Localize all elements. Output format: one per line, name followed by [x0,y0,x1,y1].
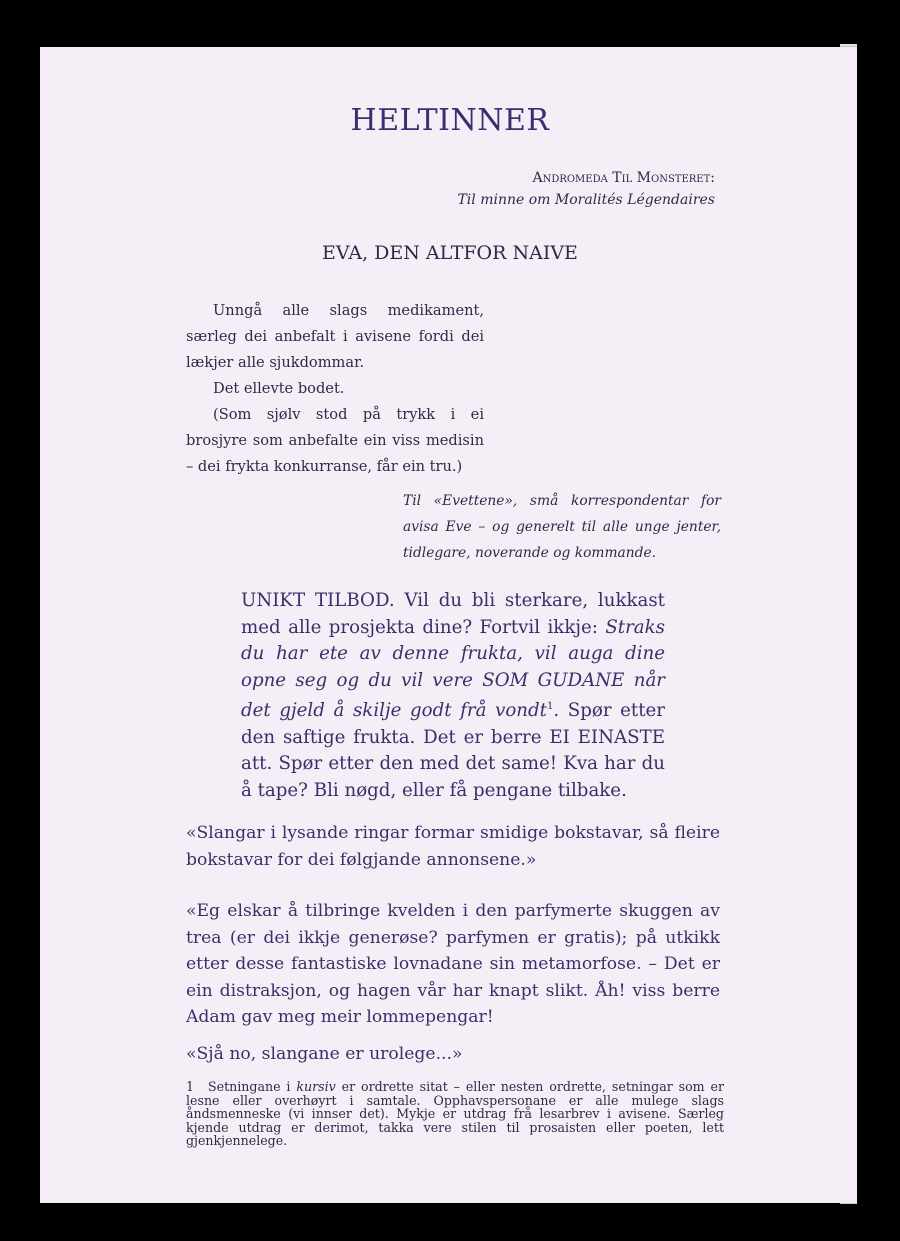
right-dedication-text: Til «Evettene», små korrespondentar for avisa Eve – og generelt til alle unge jenter, tidlegare, noverande og kommande. [403,493,721,561]
footnote [186,1080,724,1148]
dedication-heading: Andromeda Til Monsteret: [532,170,715,186]
footnote-text-end: er ordrette sitat – eller nesten ordrette, setningar som er lesne eller overhøyrt i samtale. Opphavspersonane er alle mulege slags åndsmenneske (vi innser det). Mykje er utdrag frå lesarbrev i avisene. Særleg kjende utdrag er derimot, takka vere stilen til prosaisten eller poeten, lett gjenkjennelege. [186,1079,724,1148]
dedication-subheading: Til minne om Moralités Légendaires [457,192,715,208]
footnote-number: 1 [186,1079,195,1094]
column-paragraph-3: (Som sjølv stod på trykk i ei brosjyre som anbefalte ein viss medisin – dei frykta konkurranse, får ein tru.) [186,406,484,475]
column-paragraph-2: Det ellevte bodet. [213,380,345,397]
footnote-text-start: Setningane i [208,1079,297,1094]
footnote-mark: 1 [546,701,554,712]
column-paragraph-1: Unngå alle slags medikament, særleg dei anbefalt i avisene fordi dei lækjer alle sjukdommar. [186,302,484,371]
quote-2 [186,898,720,1031]
footnote-text [186,1080,724,1148]
advert-text-end: . Spør etter den saftige frukta. Det er berre EI EINASTE att. Spør etter den med det same! Kva har du å tape? Bli nøgd, eller få pengane tilbake. [241,700,665,801]
advert-block [241,588,665,804]
advert-text-start: UNIKT TILBOD. Vil du bli sterkare, lukkast med alle prosjekta dine? Fortvil ikkje: [241,590,665,638]
quote-2-text: «Eg elskar å tilbringe kvelden i den parfymerte skuggen av trea (er dei ikkje generøse? parfymen er gratis); på utkikk etter desse fantastiske lovnadane sin metamorfose. – Det er ein distraksjon, og hagen vår har knapt slikt. Åh! viss berre Adam gav meg meir lommepengar! [186,901,720,1027]
right-dedication [403,488,721,566]
page-title: HELTINNER [350,103,550,138]
quote-1 [186,820,720,873]
advert-paragraph [241,588,665,804]
quote-1-text: «Slangar i lysande ringar formar smidige bokstavar, så fleire bokstavar for dei følgjande annonsene.» [186,823,720,870]
quote-3 [186,1041,720,1068]
left-column-text [186,298,484,480]
section-title: EVA, DEN ALTFOR NAIVE [322,242,578,264]
advert-italic-text: Straks du har ete av denne frukta, vil auga dine opne seg og du vil vere SOM GUDANE når det gjeld å skilje godt frå vondt [241,616,665,722]
footnote-italic: kursiv [296,1079,336,1094]
quote-3-text: «Sjå no, slangane er urolege...» [186,1044,463,1064]
